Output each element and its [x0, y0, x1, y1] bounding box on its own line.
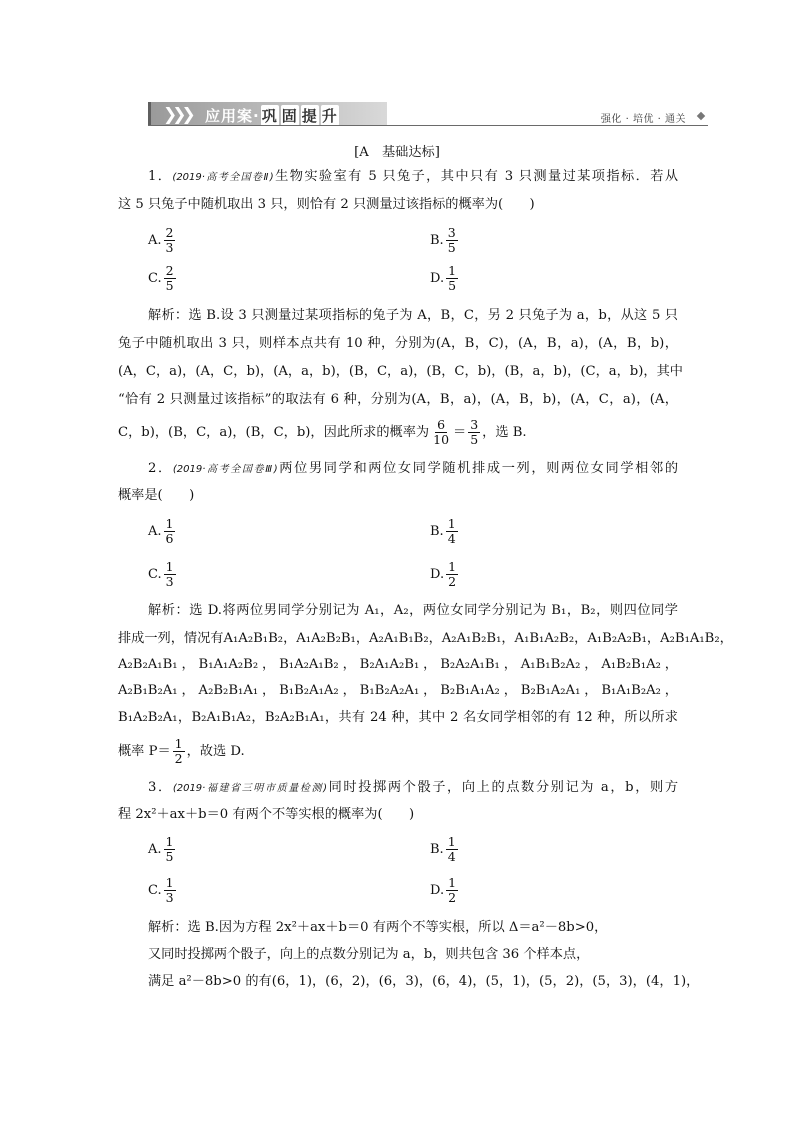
banner-title: 应用案· 巩 固 提 升 [205, 107, 338, 125]
header-tagline: 强化 · 培优 · 通关 [600, 114, 686, 125]
q2-option-c: C. $\frac{1}{3}$ [148, 559, 174, 589]
q1-stem-line1: 1．(2019·高考全国卷Ⅱ)生物实验室有 5 只兔子，其中只有 3 只测量过某项指标．若从 [148, 169, 679, 184]
diamond-icon [697, 112, 705, 120]
q2-solution-line2: 排成一列，情况有A₁A₂B₁B₂，A₁A₂B₂B₁，A₂A₁B₁B₂，A₂A₁B₂B₁，A₁B₁A₂B₂，A₁B₂A₂B₁，A₂B₁A₁B₂， [118, 631, 733, 646]
page-header [148, 102, 708, 126]
q2-option-b: B. $\frac{1}{4}$ [430, 516, 456, 546]
q1-solution-line5: C，b)，(B，C，a)，(B，C，b)，因此所求的概率为 $\frac{6}{10}$ ＝ $\frac{3}{5}$ ，选 B. [118, 417, 527, 447]
header-rule [148, 125, 708, 126]
q1-stem-line2: 这 5 只兔子中随机取出 3 只，则恰有 2 只测量过该指标的概率为( ) [118, 197, 535, 212]
q2-stem-line1: 2．(2019·高考全国卷Ⅲ)两位男同学和两位女同学随机排成一列，则两位女同学相邻的 [148, 461, 679, 476]
q1-solution-line2: 兔子中随机取出 3 只，则样本点共有 10 种，分别为(A，B，C)，(A，B，a)，(A，B，b)， [118, 336, 678, 351]
q1-solution-line1: 解析：选 B.设 3 只测量过某项指标的兔子为 A，B，C，另 2 只兔子为 a，b，从这 5 只 [148, 308, 678, 323]
double-chevron-icon: ❯❯❯ [163, 105, 191, 125]
q1-option-a: A. $\frac{2}{3}$ [148, 225, 174, 255]
q1-solution-line3: (A，C，a)，(A，C，b)，(A，a，b)，(B，C，a)，(B，C，b)，(B，a，b)，(C，a，b)，其中 [118, 364, 683, 379]
q2-stem-line2: 概率是( ) [118, 488, 195, 503]
q3-option-b: B. $\frac{1}{4}$ [430, 834, 456, 864]
section-banner [148, 102, 387, 126]
q1-option-b: B. $\frac{3}{5}$ [430, 225, 456, 255]
q2-solution-line5: B₁A₂B₂A₁，B₂A₁B₁A₂，B₂A₂B₁A₁，共有 24 种，其中 2 名女同学相邻的有 12 种，所以所求 [118, 710, 678, 725]
q2-option-d: D. $\frac{1}{2}$ [430, 559, 457, 589]
q3-stem-line1: 3．(2019·福建省三明市质量检测)同时投掷两个骰子，向上的点数分别记为 a，b，则方 [148, 780, 679, 795]
q2-solution-line6: 概率 P＝ $\frac{1}{2}$ ，故选 D. [118, 736, 245, 766]
q3-option-d: D. $\frac{1}{2}$ [430, 875, 457, 905]
q1-solution-line4: “恰有 2 只测量过该指标”的取法有 6 种，分别为(A，B，a)，(A，B，b)，(A，C，a)，(A， [118, 392, 678, 407]
q2-option-a: A. $\frac{1}{6}$ [148, 516, 174, 546]
q1-option-c: C. $\frac{2}{5}$ [148, 263, 174, 293]
section-title: [A 基础达标] [354, 145, 440, 160]
q3-stem-line2: 程 2x²＋ax＋b＝0 有两个不等实根的概率为( ) [118, 807, 415, 822]
q3-solution-line1: 解析：选 B.因为方程 2x²＋ax＋b＝0 有两个不等实根，所以 Δ＝a²－8b>0， [148, 920, 608, 935]
q3-solution-line3: 满足 a²－8b>0 的有(6，1)，(6，2)，(6，3)，(6，4)，(5，1)，(5，2)，(5，3)，(4，1)， [148, 974, 700, 989]
q2-solution-line3: A₂B₂A₁B₁，B₁A₁A₂B₂，B₁A₂A₁B₂，B₂A₁A₂B₁，B₂A₂A₁B₁，A₁B₁B₂A₂，A₁B₂B₁A₂， [118, 657, 678, 672]
q2-solution-line4: A₂B₁B₂A₁，A₂B₂B₁A₁，B₁B₂A₁A₂，B₁B₂A₂A₁，B₂B₁A₁A₂，B₂B₁A₂A₁，B₁A₁B₂A₂， [118, 683, 678, 698]
q3-option-c: C. $\frac{1}{3}$ [148, 875, 174, 905]
q3-solution-line2: 又同时投掷两个骰子，向上的点数分别记为 a，b，则共包含 36 个样本点， [148, 947, 590, 962]
q1-option-d: D. $\frac{1}{5}$ [430, 263, 457, 293]
q3-option-a: A. $\frac{1}{5}$ [148, 834, 174, 864]
q2-solution-line1: 解析：选 D.将两位男同学分别记为 A₁，A₂，两位女同学分别记为 B₁，B₂，则四位同学 [148, 603, 678, 618]
